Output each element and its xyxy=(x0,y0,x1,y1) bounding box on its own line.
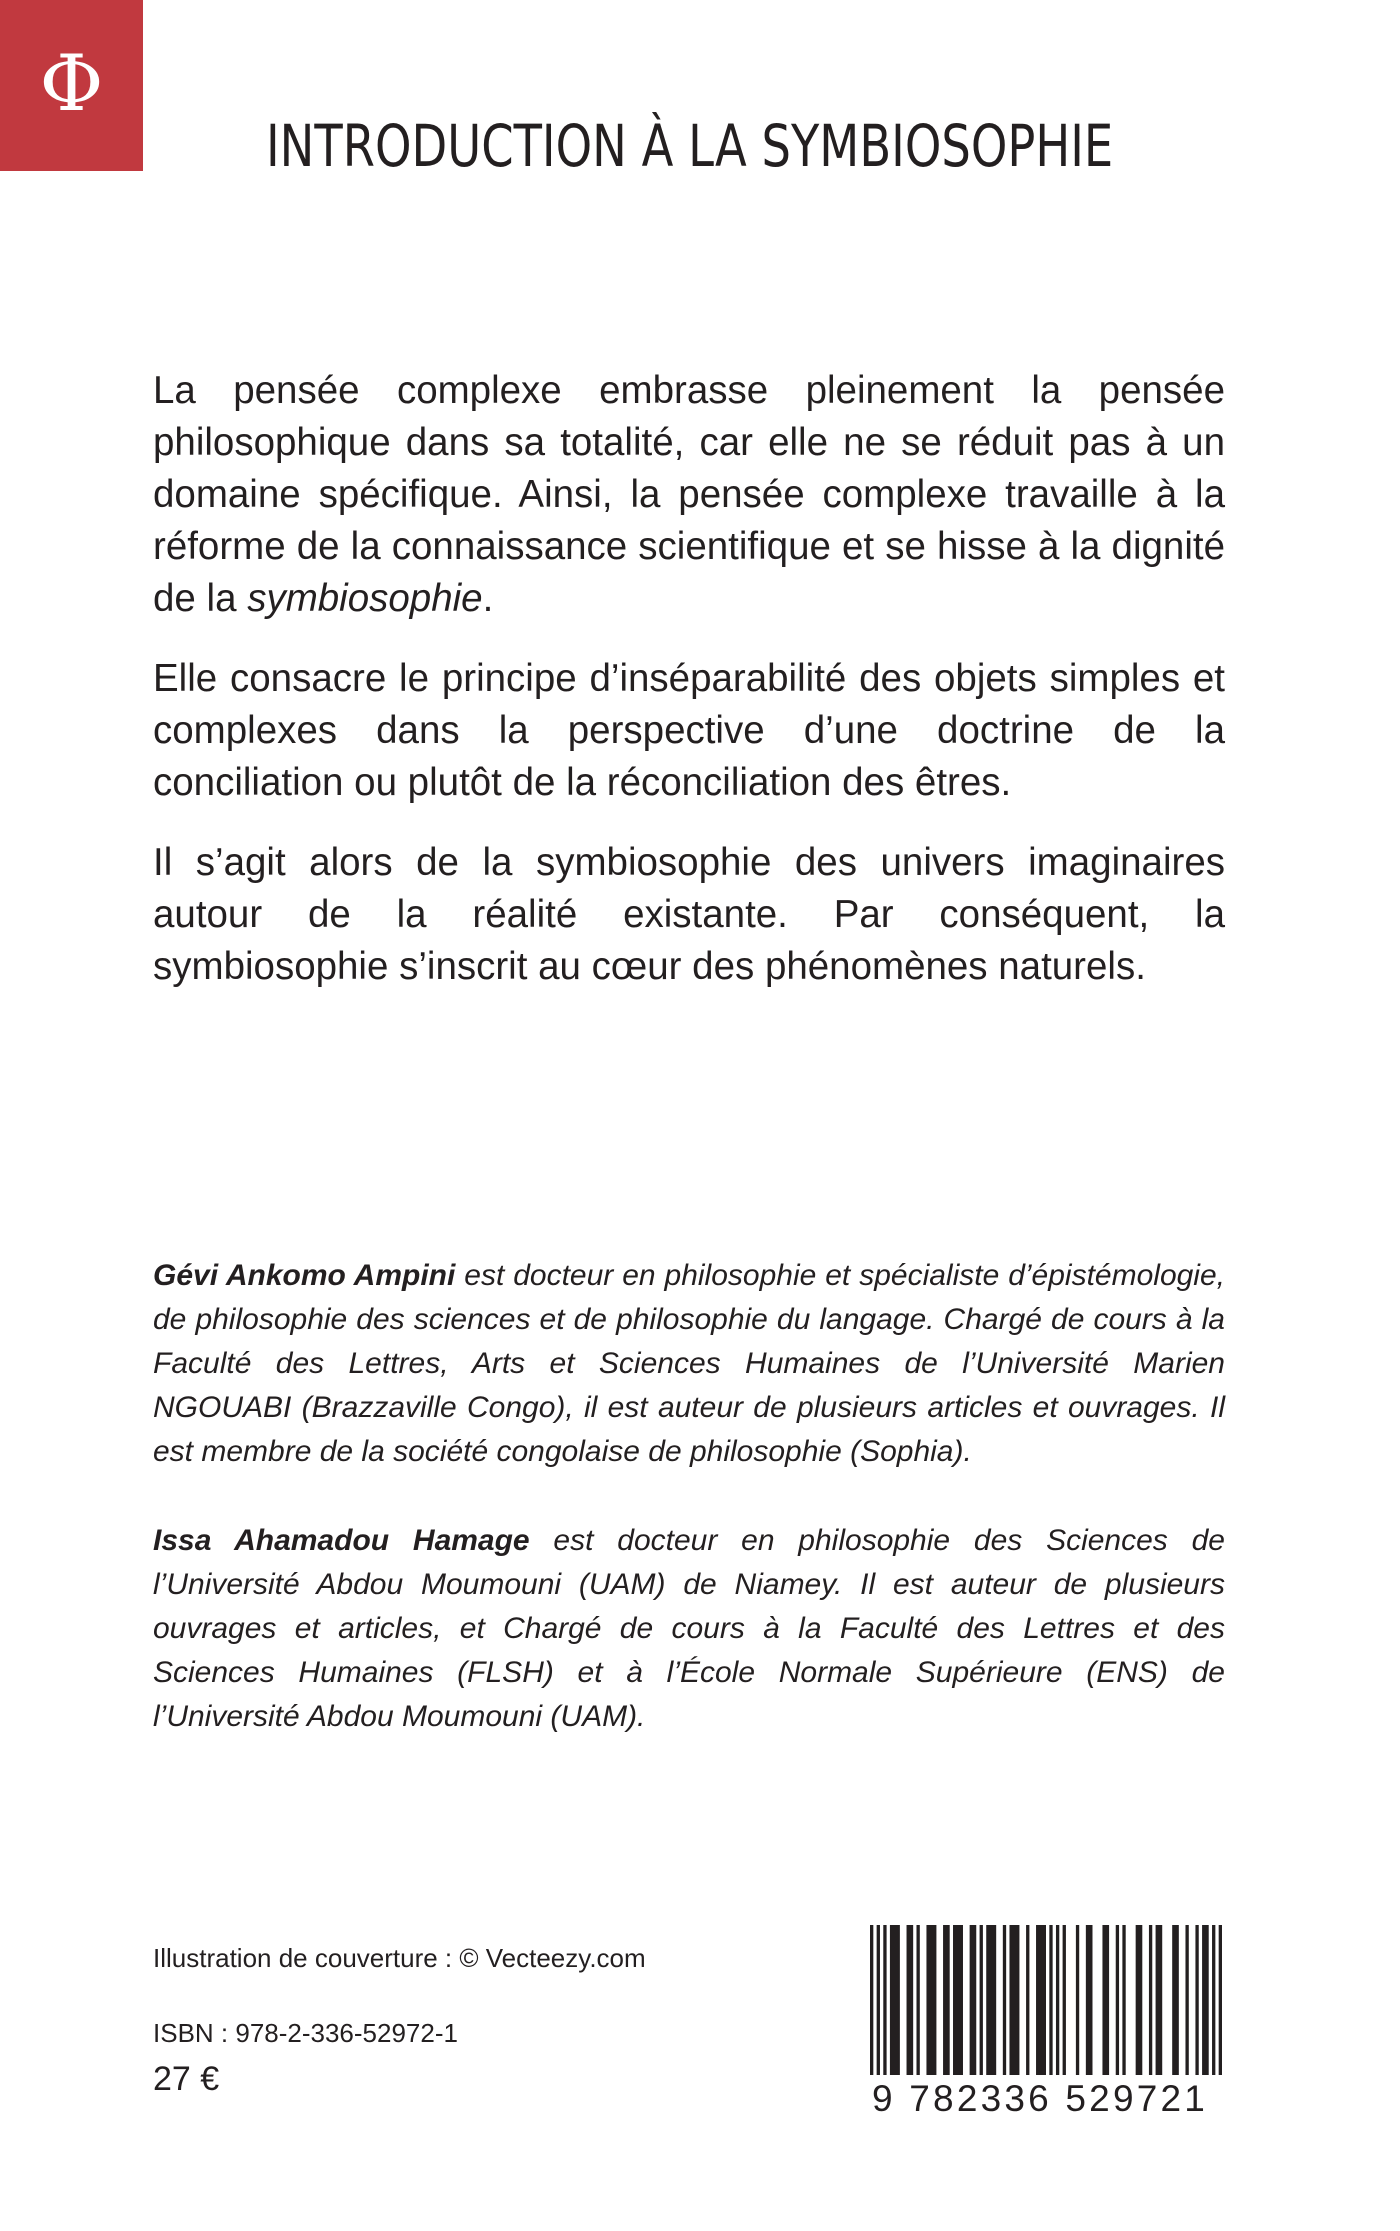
barcode-bars xyxy=(862,1925,1234,2075)
barcode-bar xyxy=(926,1925,936,2075)
barcode-bar xyxy=(1172,1925,1179,2075)
author-bio: Issa Ahamadou Hamage est docteur en philosophie des Sciences de l’Université Abdou Moumouni (UAM) de Niamey. Il est auteur de plusieurs ouvrages et articles, et Chargé de cours à la Faculté des Lettres et des Sciences Humaines (FLSH) et à l’École Normale Supérieure (ENS) de l’Université Abdou Moumouni (UAM). xyxy=(153,1524,1225,1733)
isbn-barcode xyxy=(862,1925,1234,2117)
barcode-bar xyxy=(870,1925,873,2075)
blurb-paragraph-1: La pensée complexe embrasse pleinement la pensée philosophique dans sa totalité, car elle ne se réduit pas à un domaine spécifique. Ainsi, la pensée complexe travaille à la réforme de la connaissance scientifique et se hisse à la dignité de la symbiosophie. xyxy=(153,369,1225,620)
barcode-bar xyxy=(1122,1925,1125,2075)
isbn-label: ISBN : 978-2-336-52972-1 xyxy=(153,2018,458,2048)
author-bios xyxy=(153,1254,1225,1784)
barcode-bar xyxy=(986,1925,996,2075)
barcode-bar xyxy=(980,1925,983,2075)
barcode-bar xyxy=(1049,1925,1052,2075)
barcode-digits: 9 782336 529721 xyxy=(872,2078,1209,2119)
barcode-bar xyxy=(916,1925,919,2075)
barcode-bar xyxy=(883,1925,886,2075)
barcode-bar xyxy=(1009,1925,1019,2075)
barcode-bar xyxy=(1195,1925,1198,2075)
barcode-bar xyxy=(1136,1925,1143,2075)
barcode-bar xyxy=(1056,1925,1059,2075)
barcode-bar xyxy=(1063,1925,1066,2075)
book-title: INTRODUCTION À LA SYMBIOSOPHIE xyxy=(266,112,1114,180)
blurb-emphasis: symbiosophie xyxy=(247,577,483,620)
barcode-bar xyxy=(1202,1925,1209,2075)
barcode-bar xyxy=(1219,1925,1222,2075)
barcode-bar xyxy=(907,1925,914,2075)
barcode-bar xyxy=(1212,1925,1215,2075)
author-name: Issa Ahamadou Hamage xyxy=(153,1524,530,1557)
barcode-bar xyxy=(1026,1925,1029,2075)
price-label: 27 € xyxy=(153,2060,220,2098)
barcode-bar xyxy=(1003,1925,1006,2075)
barcode-bar xyxy=(1116,1925,1119,2075)
barcode-bar xyxy=(890,1925,900,2075)
illustration-credit: Illustration de couverture : © Vecteezy.com xyxy=(153,1943,646,1973)
barcode-bar xyxy=(943,1925,950,2075)
barcode-bar xyxy=(1076,1925,1079,2075)
barcode-bar xyxy=(1156,1925,1163,2075)
blurb-paragraph-2: Elle consacre le principe d’inséparabilité des objets simples et complexes dans la perspective d’une doctrine de la conciliation ou plutôt de la réconciliation des êtres. xyxy=(153,657,1225,804)
barcode-bar xyxy=(1149,1925,1152,2075)
barcode-bar xyxy=(953,1925,963,2075)
barcode-bar xyxy=(1185,1925,1188,2075)
barcode-bar xyxy=(1036,1925,1046,2075)
blurb-paragraph-3: Il s’agit alors de la symbiosophie des univers imaginaires autour de la réalité existante. Par conséquent, la symbiosophie s’inscrit au cœur des phénomènes naturels. xyxy=(153,841,1225,988)
phi-logo-icon: Φ xyxy=(39,38,104,129)
publisher-logo xyxy=(0,0,143,171)
back-cover-blurb xyxy=(153,365,1225,1021)
barcode-bar xyxy=(877,1925,880,2075)
author-name: Gévi Ankomo Ampini xyxy=(153,1259,456,1292)
barcode-bar xyxy=(1086,1925,1093,2075)
barcode-bar xyxy=(970,1925,977,2075)
author-bio: Gévi Ankomo Ampini est docteur en philosophie et spécialiste d’épistémologie, de philosophie des sciences et de philosophie du langage. Chargé de cours à la Faculté des Lettres, Arts et Sciences Humaines de l’Université Marien NGOUABI (Brazzaville Congo), il est auteur de plusieurs articles et ouvrages. Il est membre de la société congolaise de philosophie (Sophia). xyxy=(153,1259,1225,1468)
barcode-bar xyxy=(1102,1925,1109,2075)
